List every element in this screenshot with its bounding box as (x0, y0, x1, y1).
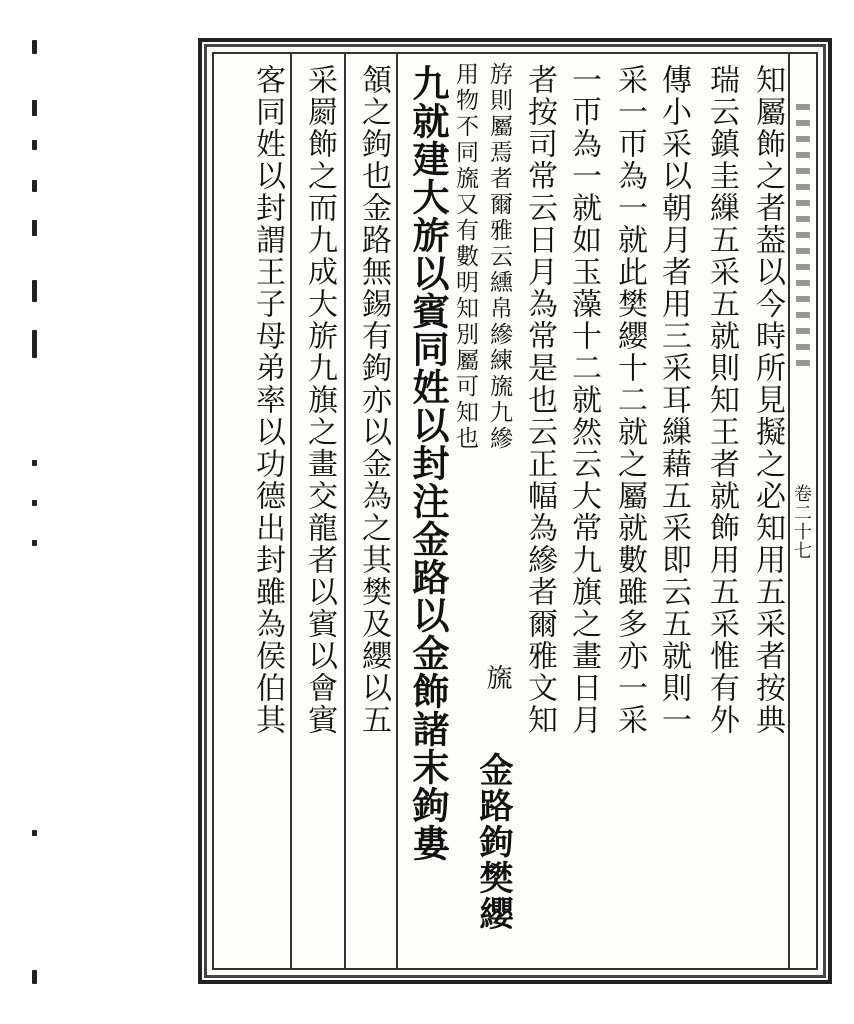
text-column-10: 頷之鉤也金路無錫有鉤亦以金為之其樊及纓以五 (356, 64, 391, 736)
main-text-column: 九就建大旂以賓同姓以封注金路以金飾諸末鉤婁 (406, 64, 450, 862)
text-column-6: 者按司常云日月為常是也云正幅為縿者爾雅文知 (522, 64, 557, 736)
heading-column: 金路鉤樊纓 (473, 752, 513, 932)
text-column-8: 用物不同旒又有數明知別屬可知也 (452, 62, 478, 452)
text-column-12: 客同姓以封謂王子母弟率以功德出封雖為侯伯其 (250, 64, 285, 736)
text-column-7-tail: 旒 (482, 664, 512, 693)
text-column-7: 斿則屬焉者爾雅云纁帛縿練旒九縿 (486, 62, 512, 452)
book-page (198, 38, 832, 984)
column-rule (788, 54, 790, 968)
text-column-11: 采罽飾之而九成大旂九旗之畫交龍者以賓以會賓 (302, 64, 337, 736)
column-rule (396, 54, 398, 968)
text-frame (212, 52, 818, 970)
column-rule (344, 54, 346, 968)
left-page-bleed (30, 30, 44, 990)
text-column-4: 采一帀為一就此樊纓十二就之屬就數雖多亦一采 (612, 64, 647, 736)
text-column-5: 一帀為一就如玉藻十二就然云大常九旗之畫日月 (566, 64, 601, 736)
text-column-3: 傳小采以朝月者用三采耳繅藉五采即云五就則一 (656, 64, 691, 736)
fold-edge (796, 104, 810, 374)
column-rule (290, 54, 292, 968)
margin-note: 卷二十七 (791, 484, 812, 560)
text-column-1: 知屬飾之者葢以今時所見擬之必知用五采者按典 (750, 64, 785, 736)
text-column-2: 瑞云鎮圭繅五采五就則知王者就飾用五采惟有外 (704, 64, 739, 736)
